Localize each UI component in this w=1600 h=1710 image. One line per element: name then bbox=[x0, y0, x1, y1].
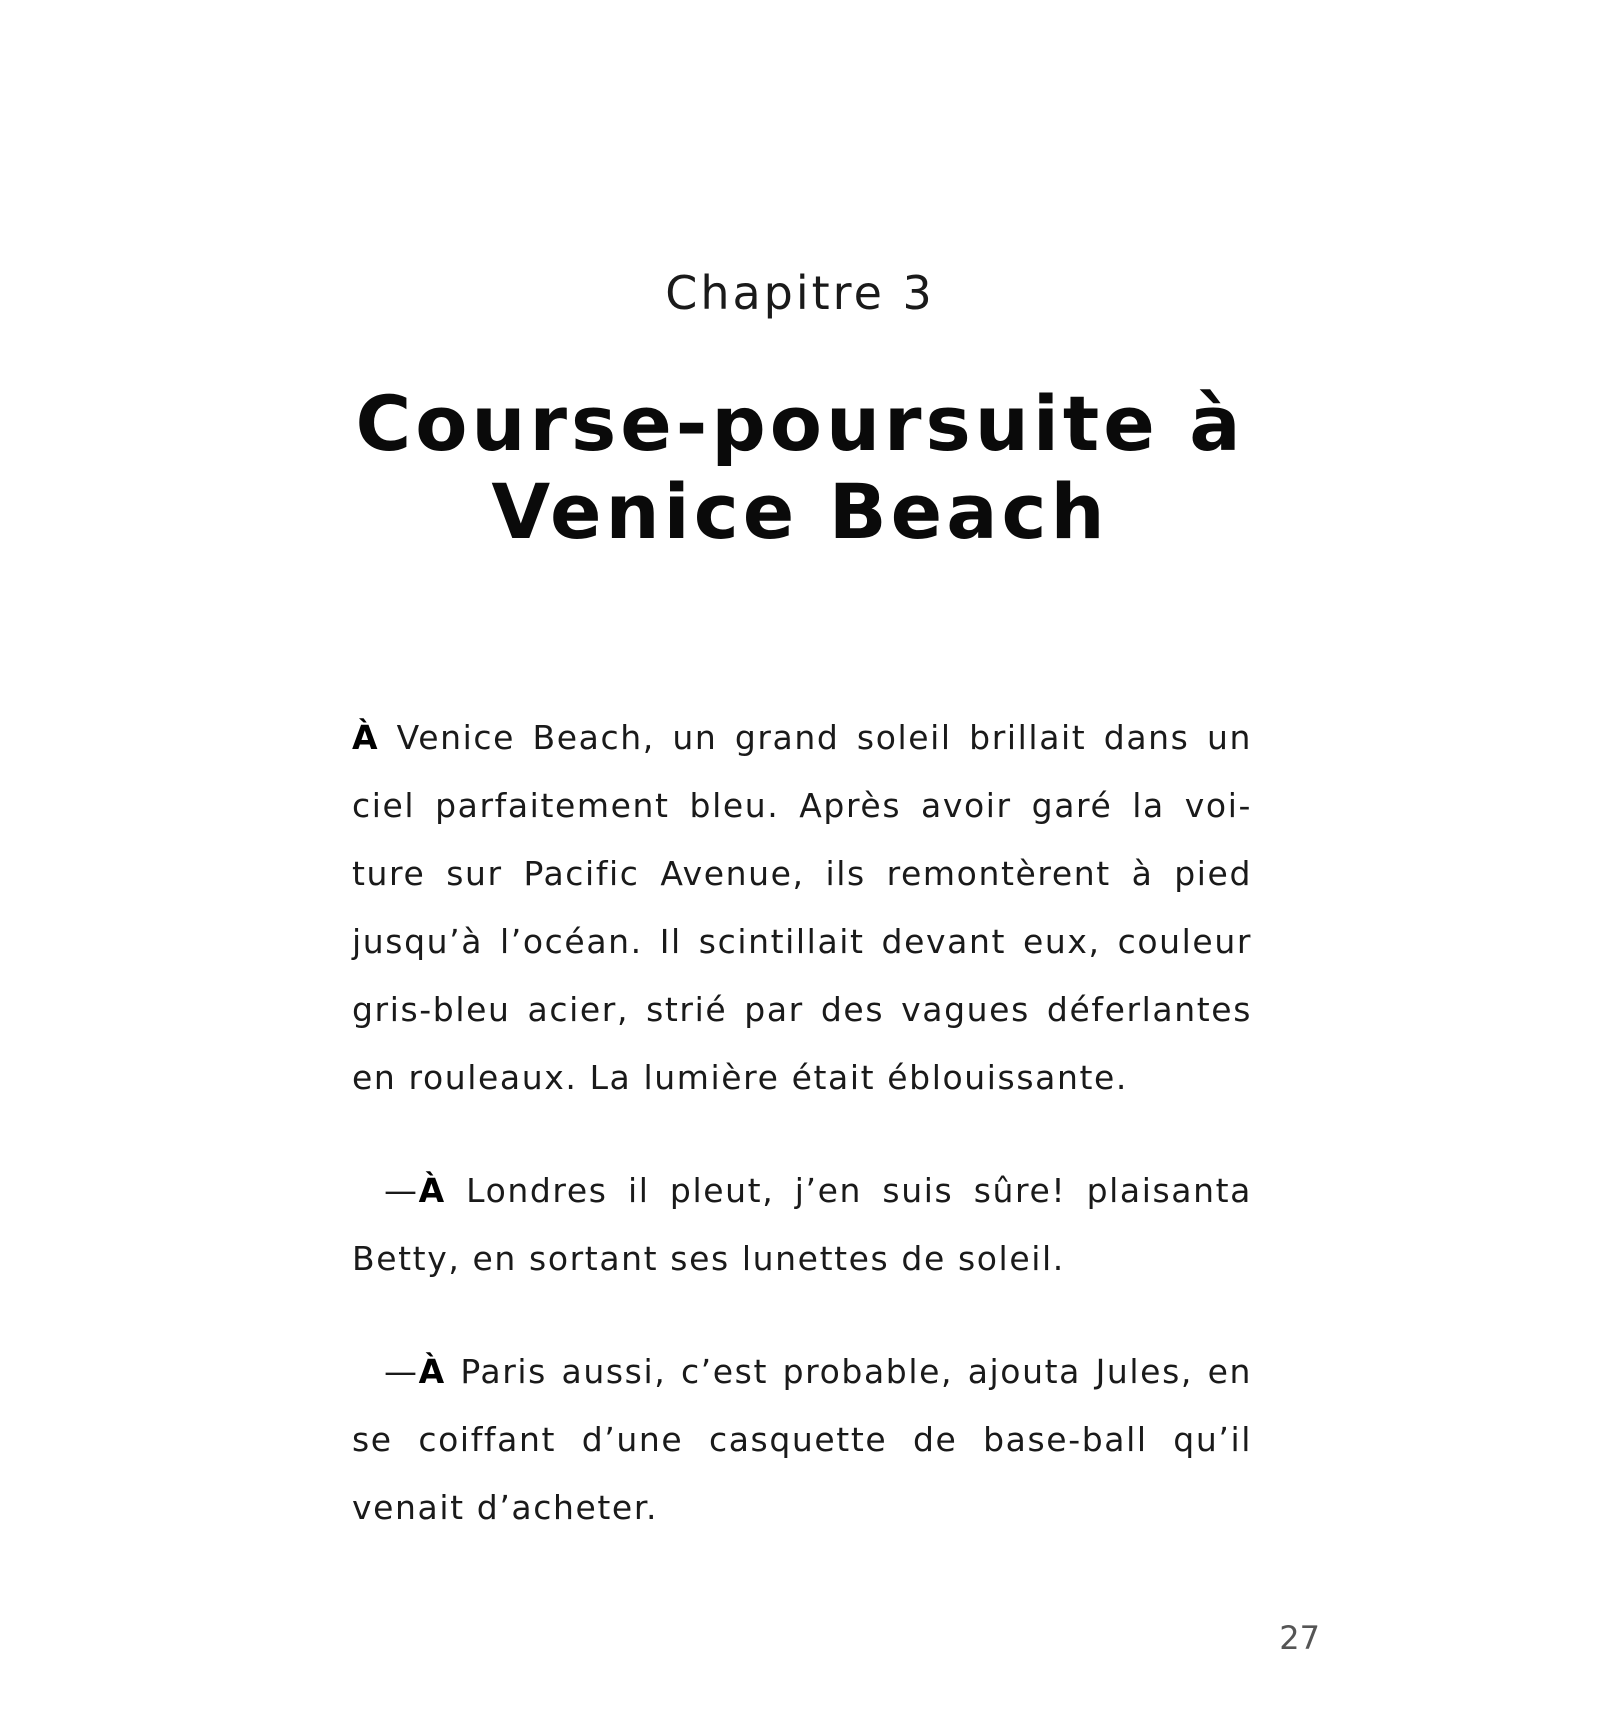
page-number: 27 bbox=[1279, 1619, 1320, 1657]
paragraph-opening bbox=[352, 704, 1252, 1112]
paragraph-lead-letter: À bbox=[418, 1171, 446, 1210]
chapter-title-line-1: Course-poursuite à bbox=[355, 379, 1245, 468]
chapter-title bbox=[200, 380, 1400, 556]
paragraph-dialogue bbox=[352, 1338, 1252, 1542]
paragraph-text: Londres il pleut, j’en suis sûre! plaisanta Betty, en sortant ses lunettes de soleil. bbox=[352, 1171, 1252, 1278]
paragraph-dialogue bbox=[352, 1157, 1252, 1293]
chapter-title-line-2: Venice Beach bbox=[491, 467, 1109, 556]
paragraph-text: Paris aussi, c’est probable, ajouta Jules, en se coiffant d’une casquette de base-ball qu’il venait d’acheter. bbox=[352, 1352, 1252, 1527]
dialogue-dash: — bbox=[384, 1171, 419, 1210]
dialogue-dash: — bbox=[384, 1352, 419, 1391]
chapter-body bbox=[352, 704, 1252, 1542]
paragraph-lead-letter: À bbox=[352, 718, 380, 757]
chapter-label: Chapitre 3 bbox=[665, 266, 935, 320]
paragraph-text: Venice Beach, un grand soleil brillait dans un ciel parfaitement bleu. Après avoir garé la voi-ture sur Pacific Avenue, ils remontèrent à pied jusqu’à l’océan. Il scintillait devant eux, couleur gris-bleu acier, strié par des vagues déferlantes en rouleaux. La lumière était éblouissante. bbox=[352, 718, 1252, 1097]
paragraph-lead-letter: À bbox=[418, 1352, 446, 1391]
